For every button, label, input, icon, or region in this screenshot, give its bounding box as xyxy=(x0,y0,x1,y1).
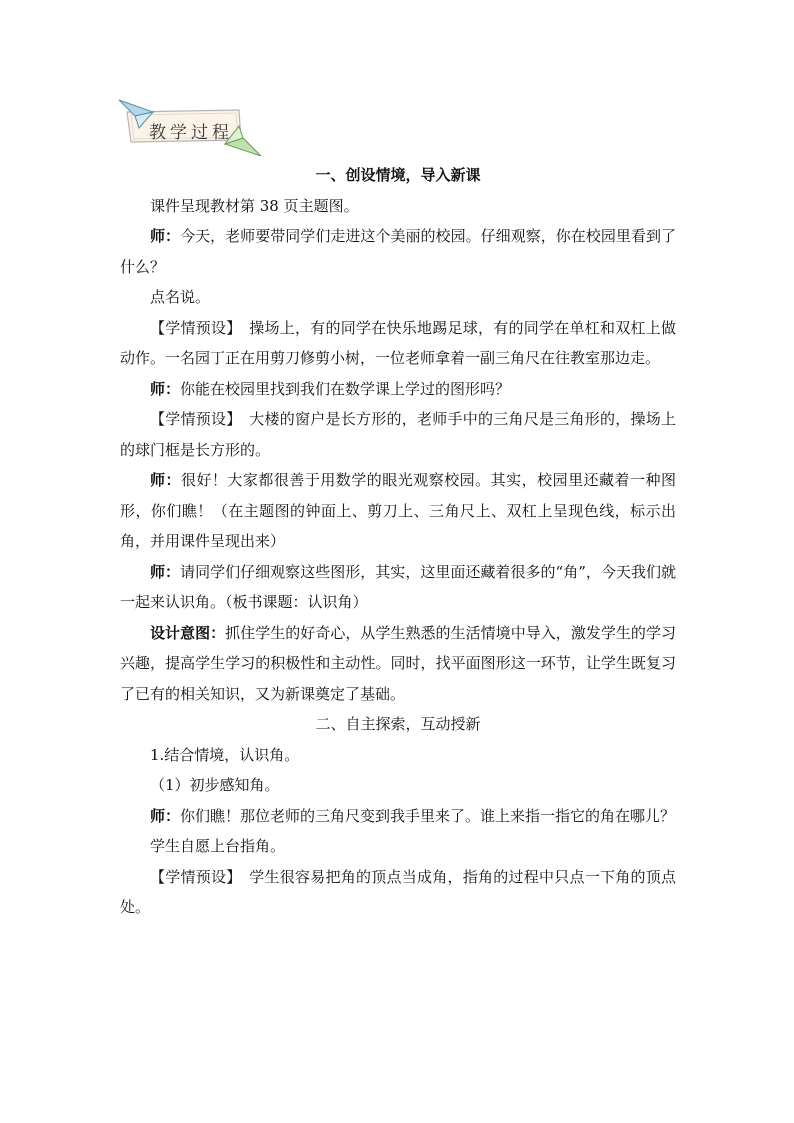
design-intent xyxy=(120,618,676,710)
paragraph-text: 很好！大家都很善于用数学的眼光观察校园。其实，校园里还藏着一种图形，你们瞧！（在主题图的钟面上、剪刀上、三角尺上、双杠上呈现色线，标示出角，并用课件呈现出来） xyxy=(120,471,676,550)
lesson-content xyxy=(120,160,676,923)
paragraph xyxy=(120,191,676,222)
paragraph-text: 今天，老师要带同学们走进这个美丽的校园。仔细观察，你在校园里看到了什么？ xyxy=(120,227,676,276)
preset-label: 【学情预设】 xyxy=(150,318,234,337)
paragraph-text: 课件呈现教材第 38 页主题图。 xyxy=(150,196,359,215)
paragraph-text: 你能在校园里找到我们在数学课上学过的图形吗？ xyxy=(180,379,511,398)
paragraph xyxy=(120,831,676,862)
teaching-process-badge xyxy=(117,98,263,158)
paragraph xyxy=(120,770,676,801)
paragraph xyxy=(120,282,676,313)
preset-label: 【学情预设】 xyxy=(150,867,234,886)
paragraph-text: 点名说。 xyxy=(150,288,211,306)
speaker-label: 师： xyxy=(150,227,181,245)
design-intent-label: 设计意图： xyxy=(150,623,226,642)
paragraph-text: 学生自愿上台指角。 xyxy=(150,837,286,855)
teacher-speech xyxy=(120,374,676,405)
paragraph-text: 操场上，有的同学在快乐地踢足球，有的同学在单杠和双杠上做动作。一名园丁正在用剪刀修剪小树，一位老师拿着一副三角尺在往教室那边走。 xyxy=(120,318,676,367)
teacher-speech xyxy=(120,801,676,832)
student-preset xyxy=(120,313,676,374)
preset-label: 【学情预设】 xyxy=(150,410,234,428)
student-preset xyxy=(120,404,676,465)
paragraph-text: （1）初步感知角。 xyxy=(150,776,280,794)
section-heading-1: 一、创设情境，导入新课 xyxy=(315,166,481,184)
speaker-label: 师： xyxy=(150,379,181,398)
teacher-speech xyxy=(120,557,676,618)
teacher-speech xyxy=(120,465,676,557)
speaker-label: 师： xyxy=(150,471,181,489)
paragraph-text: 学生很容易把角的顶点当成角，指角的过程中只点一下角的顶点处。 xyxy=(120,867,676,916)
section-heading-2: 二、自主探索，互动授新 xyxy=(315,715,481,733)
paragraph-text: 抓住学生的好奇心，从学生熟悉的生活情境中导入，激发学生的学习兴趣，提高学生学习的积极性和主动性。同时，找平面图形这一环节，让学生既复习了已有的相关知识，又为新课奠定了基础。 xyxy=(120,623,676,703)
paragraph-text: 请同学们仔细观察这些图形，其实，这里面还藏着很多的“角”，今天我们就一起来认识角。（板书课题：认识角） xyxy=(120,562,676,611)
student-preset xyxy=(120,862,676,923)
paragraph xyxy=(120,740,676,771)
badge-label: 教学过程 xyxy=(149,123,233,143)
paragraph-text: 你们瞧！那位老师的三角尺变到我手里来了。谁上来指一指它的角在哪儿？ xyxy=(180,806,676,825)
speaker-label: 师： xyxy=(150,562,181,581)
speaker-label: 师： xyxy=(150,806,181,825)
paragraph-text: 1.结合情境，认识角。 xyxy=(150,745,300,764)
teacher-speech xyxy=(120,221,676,282)
paragraph-text: 大楼的窗户是长方形的，老师手中的三角尺是三角形的，操场上的球门框是长方形的。 xyxy=(120,410,676,459)
